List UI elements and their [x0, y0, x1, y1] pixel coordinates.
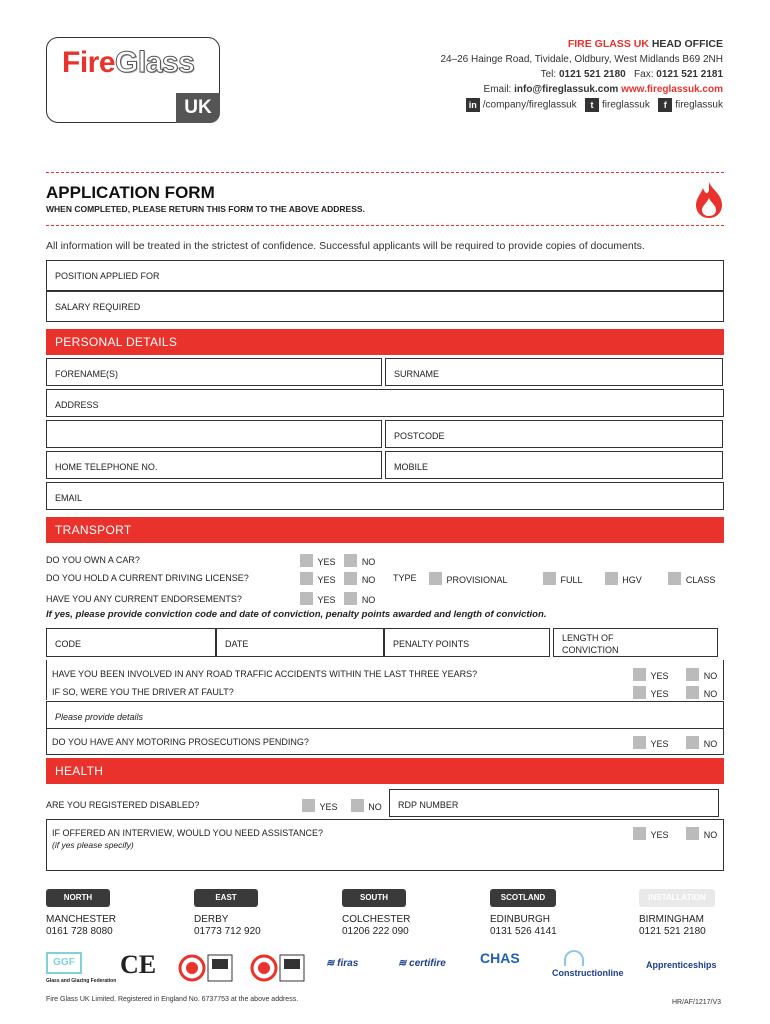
disabled-question: ARE YOU REGISTERED DISABLED? — [46, 800, 200, 810]
flame-icon — [692, 180, 726, 225]
ggf-logo: GGF — [46, 952, 82, 974]
twitter-link[interactable]: fireglassuk — [602, 99, 650, 111]
full-checkbox[interactable] — [543, 572, 556, 585]
phone-fax: Tel: 0121 521 2180 Fax: 0121 521 2181 — [540, 69, 723, 80]
assistance-no-checkbox[interactable] — [686, 827, 699, 840]
apprenticeships-logo: Apprenticeships — [646, 960, 717, 970]
region-south-badge: SOUTH — [342, 889, 406, 907]
head-office-title: FIRE GLASS UK HEAD OFFICE — [567, 38, 723, 50]
email-field[interactable]: EMAIL — [46, 482, 724, 510]
office-birmingham: BIRMINGHAM 0121 521 2180 — [639, 914, 706, 937]
mobile-field[interactable]: MOBILE — [385, 451, 723, 479]
facebook-link[interactable]: fireglassuk — [675, 99, 723, 111]
endorsements-no-checkbox[interactable] — [344, 592, 357, 605]
logo-wordmark: FireGlass — [62, 46, 195, 79]
forename-field[interactable]: FORENAME(S) — [46, 358, 382, 386]
office-colchester: COLCHESTER 01206 222 090 — [342, 914, 411, 937]
postcode-field[interactable]: POSTCODE — [385, 420, 723, 448]
ukas-badge-1 — [178, 951, 234, 990]
accidents-no-checkbox[interactable] — [686, 668, 699, 681]
region-east-badge: EAST — [194, 889, 258, 907]
licence-yes-checkbox[interactable] — [300, 572, 313, 585]
facebook-icon: f — [658, 98, 672, 112]
prosecutions-options: YES NO — [633, 734, 717, 752]
certifire-logo: ≋ certifire — [398, 958, 446, 969]
licence-question: DO YOU HOLD A CURRENT DRIVING LICENSE? — [46, 573, 249, 583]
hgv-checkbox[interactable] — [605, 572, 618, 585]
form-title: APPLICATION FORM — [46, 183, 215, 202]
office-manchester: MANCHESTER 0161 728 8080 — [46, 914, 117, 937]
endorsements-question: HAVE YOU ANY CURRENT ENDORSEMENTS? — [46, 594, 242, 604]
licence-type-label: TYPE — [393, 573, 417, 583]
position-field[interactable]: POSITION APPLIED FOR — [46, 260, 724, 291]
accidents-options: YES NO — [633, 666, 717, 684]
own-car-yes-checkbox[interactable] — [300, 554, 313, 567]
confidentiality-note: All information will be treated in the strictest of confidence. Successful applicants will be required to provide copies of documents. — [46, 240, 645, 252]
prosecutions-no-checkbox[interactable] — [686, 736, 699, 749]
assistance-question: IF OFFERED AN INTERVIEW, WOULD YOU NEED ASSISTANCE? — [52, 828, 324, 838]
office-edinburgh: EDINBURGH 0131 526 4141 — [490, 914, 557, 937]
ggf-caption: Glass and Glazing Federation — [46, 978, 117, 984]
health-heading: HEALTH — [46, 758, 724, 784]
disabled-options: YES NO — [302, 797, 382, 815]
ukas-badge-2 — [250, 951, 306, 990]
constructionline-logo: Constructionline — [552, 968, 624, 978]
endorsements-options: YES NO — [300, 590, 375, 608]
divider — [46, 172, 724, 173]
website-link[interactable]: www.fireglassuk.com — [621, 84, 723, 95]
email-link[interactable]: info@fireglassuk.com — [514, 84, 619, 95]
assistance-field[interactable] — [46, 819, 724, 871]
address-line-field[interactable] — [46, 420, 382, 448]
licence-no-checkbox[interactable] — [344, 572, 357, 585]
transport-heading: TRANSPORT — [46, 517, 724, 543]
region-installation-badge: INSTALLATION — [639, 889, 715, 907]
class-checkbox[interactable] — [668, 572, 681, 585]
licence-options: YES NO — [300, 570, 375, 588]
linkedin-icon: in — [466, 98, 480, 112]
disabled-yes-checkbox[interactable] — [302, 799, 315, 812]
firas-logo: ≋ firas — [326, 958, 359, 969]
office-derby: DERBY 01773 712 920 — [194, 914, 261, 937]
assistance-options: YES NO — [633, 825, 717, 843]
at-fault-options: YES NO — [633, 684, 717, 702]
conviction-length-field[interactable]: LENGTH OF CONVICTION — [553, 628, 718, 657]
own-car-options: YES NO — [300, 552, 375, 570]
surname-field[interactable]: SURNAME — [385, 358, 723, 386]
own-car-question: DO YOU OWN A CAR? — [46, 555, 140, 565]
email-web: Email: info@fireglassuk.com www.fireglassuk.com — [483, 84, 723, 95]
prosecutions-question: DO YOU HAVE ANY MOTORING PROSECUTIONS PENDING? — [52, 737, 309, 747]
address-field[interactable]: ADDRESS — [46, 389, 724, 417]
form-subtitle: WHEN COMPLETED, PLEASE RETURN THIS FORM TO THE ABOVE ADDRESS. — [46, 204, 365, 214]
salary-field[interactable]: SALARY REQUIRED — [46, 291, 724, 322]
code-field[interactable]: CODE — [46, 628, 216, 657]
penalty-points-field[interactable]: PENALTY POINTS — [384, 628, 550, 657]
provisional-checkbox[interactable] — [429, 572, 442, 585]
accidents-question: HAVE YOU BEEN INVOLVED IN ANY ROAD TRAFFIC ACCIDENTS WITHIN THE LAST THREE YEARS? — [52, 669, 478, 679]
personal-details-heading: PERSONAL DETAILS — [46, 329, 724, 355]
social-links — [466, 98, 723, 112]
date-field[interactable]: DATE — [216, 628, 384, 657]
disabled-no-checkbox[interactable] — [351, 799, 364, 812]
assistance-yes-checkbox[interactable] — [633, 827, 646, 840]
office-address: 24–26 Hainge Road, Tividale, Oldbury, West Midlands B69 2NH — [440, 54, 723, 65]
assistance-specify: (if yes please specify) — [52, 840, 134, 850]
conviction-instructions: If yes, please provide conviction code and date of conviction, penalty points awarded and length of conviction. — [46, 609, 547, 620]
linkedin-link[interactable]: /company/fireglassuk — [482, 99, 577, 111]
logo-uk-tag: UK — [176, 93, 220, 123]
accidents-yes-checkbox[interactable] — [633, 668, 646, 681]
own-car-no-checkbox[interactable] — [344, 554, 357, 567]
region-scotland-badge: SCOTLAND — [490, 889, 556, 907]
twitter-icon: t — [585, 98, 599, 112]
at-fault-yes-checkbox[interactable] — [633, 686, 646, 699]
divider — [46, 225, 724, 226]
constructionline-arc-icon — [564, 950, 584, 966]
prosecutions-yes-checkbox[interactable] — [633, 736, 646, 749]
accident-details-field[interactable]: Please provide details — [46, 701, 724, 729]
form-reference: HR/AF/1217/V3 — [672, 999, 722, 1006]
at-fault-question: IF SO, WERE YOU THE DRIVER AT FAULT? — [52, 687, 234, 697]
chas-logo: CHAS — [480, 950, 520, 966]
ce-mark: CE — [120, 950, 157, 979]
registration-note: Fire Glass UK Limited. Registered in England No. 6737753 at the above address. — [46, 996, 299, 1003]
endorsements-yes-checkbox[interactable] — [300, 592, 313, 605]
rdp-number-field[interactable]: RDP NUMBER — [389, 789, 719, 817]
region-north-badge: NORTH — [46, 889, 110, 907]
home-telephone-field[interactable]: HOME TELEPHONE NO. — [46, 451, 382, 479]
licence-type-options: PROVISIONAL FULL HGV CLASS — [429, 570, 715, 588]
at-fault-no-checkbox[interactable] — [686, 686, 699, 699]
